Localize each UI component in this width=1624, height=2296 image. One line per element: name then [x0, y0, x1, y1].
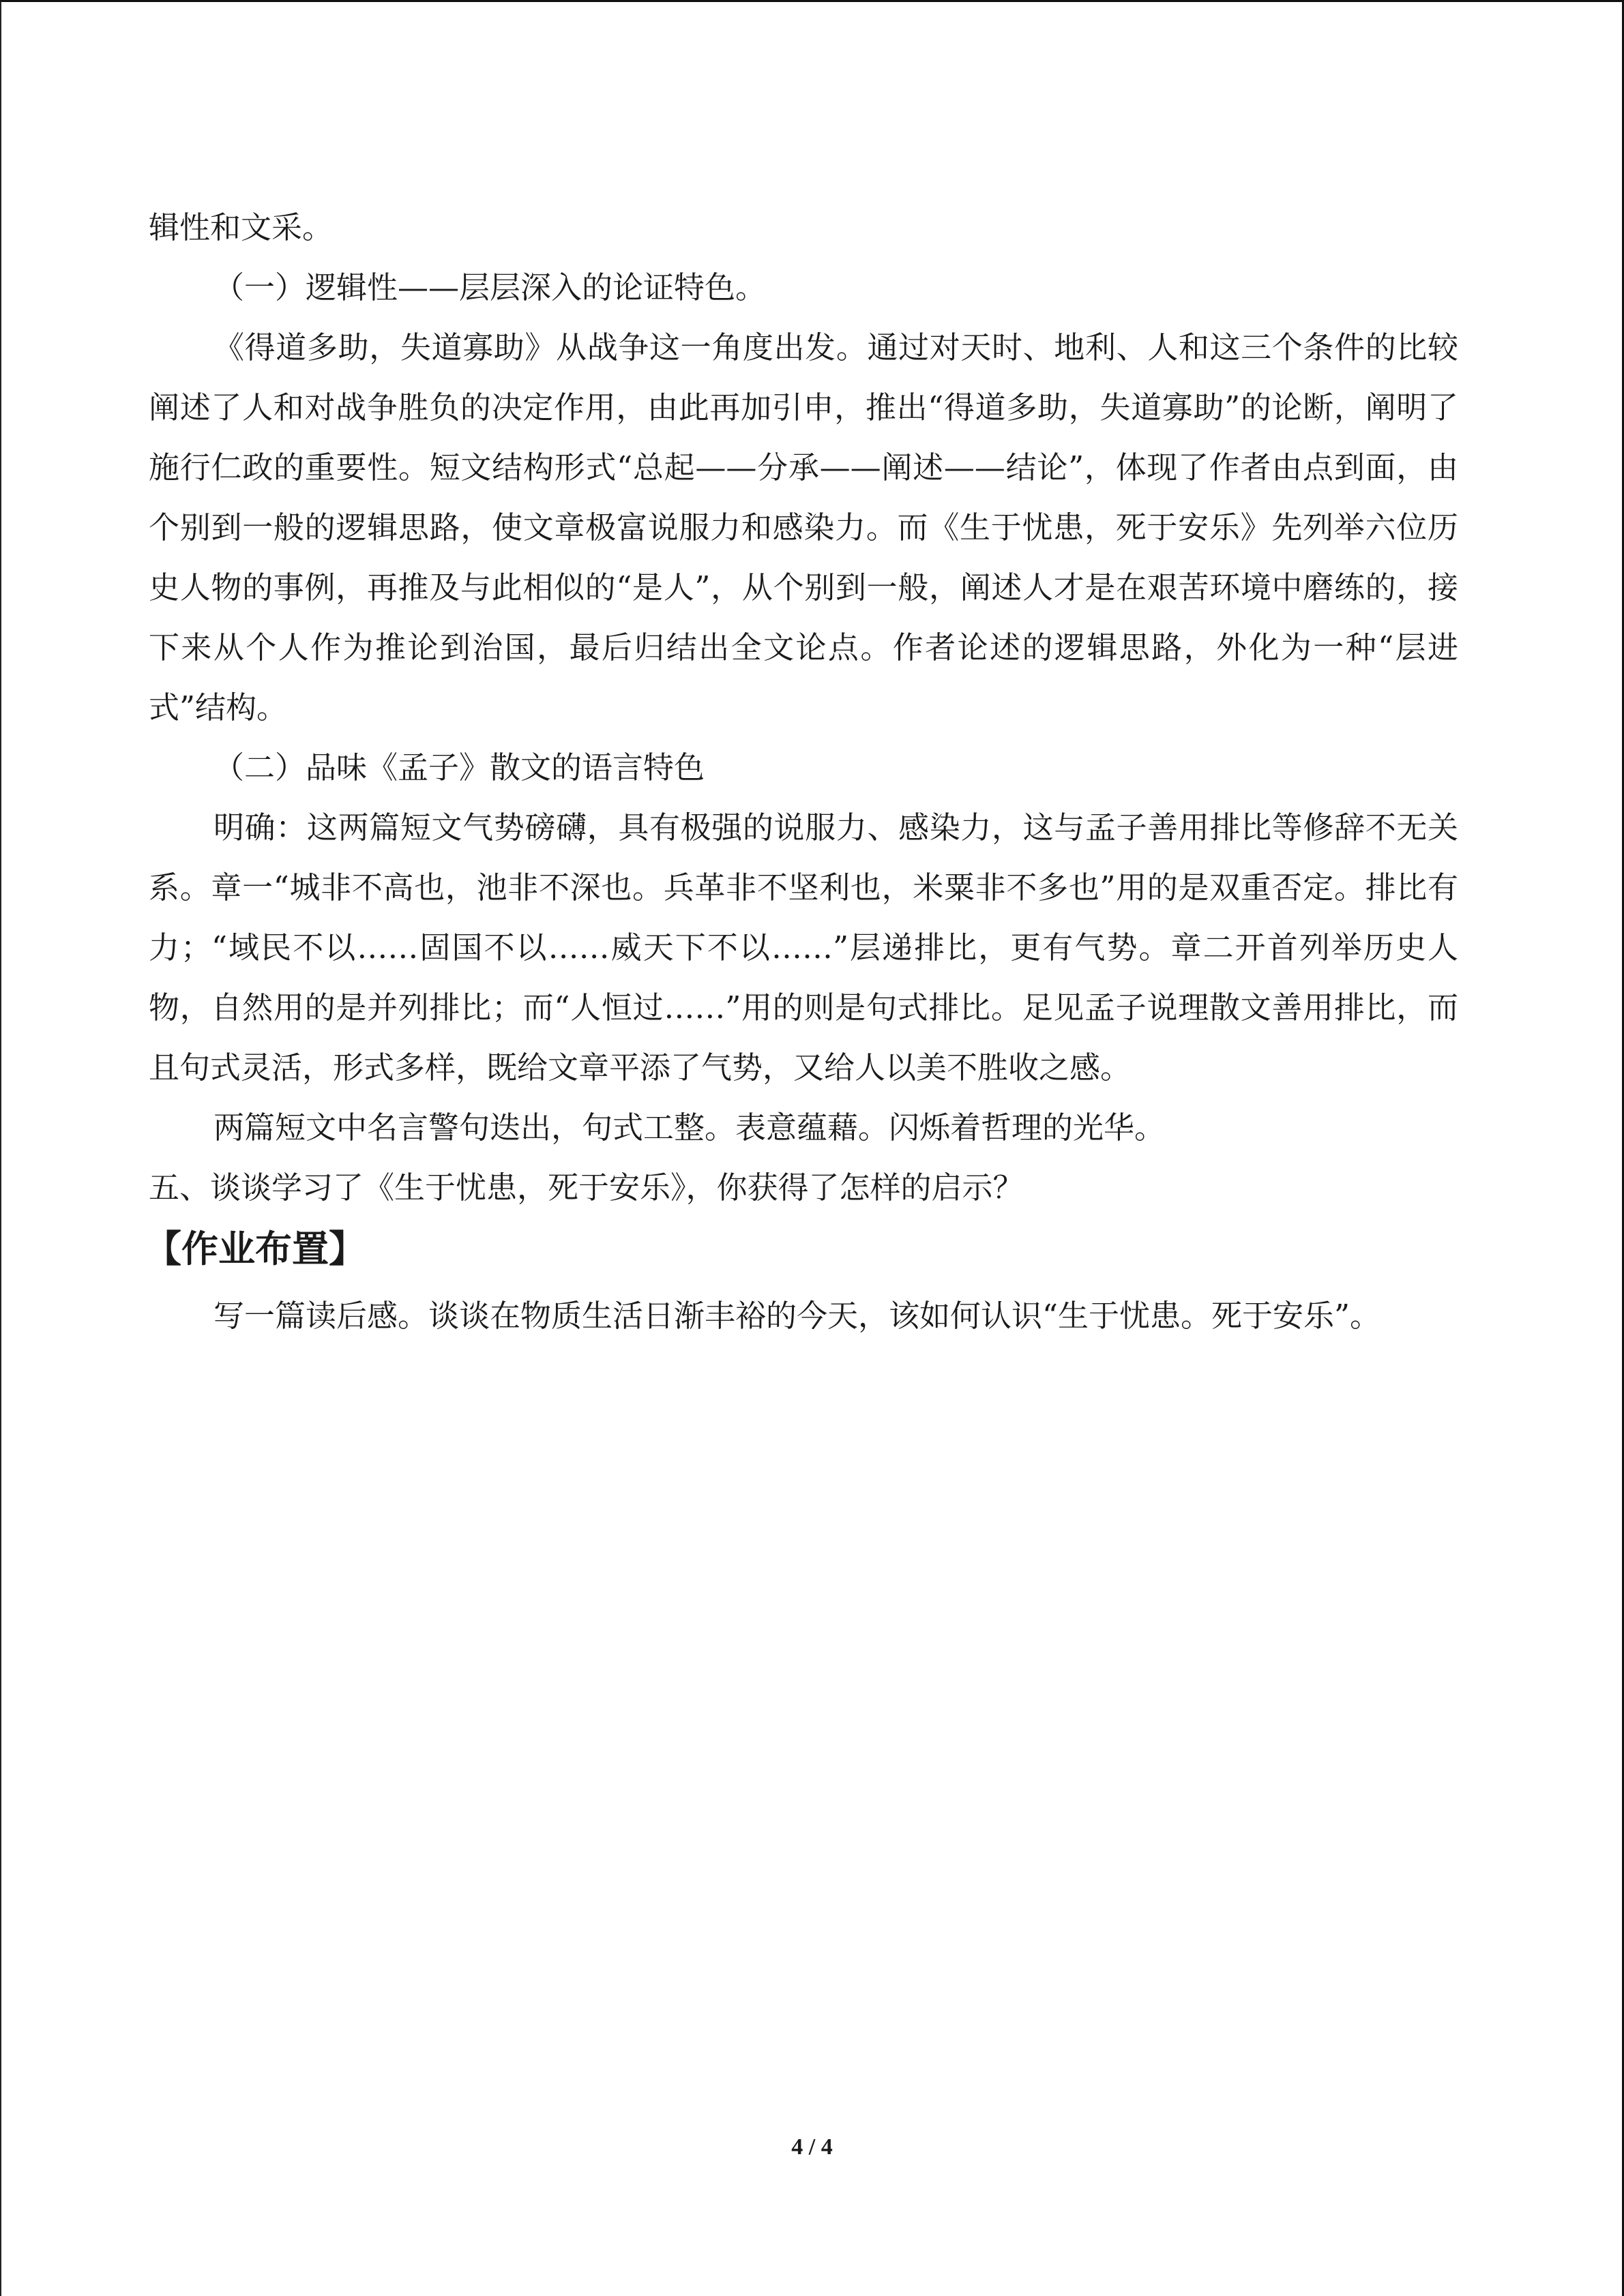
paragraph-quotes: 两篇短文中名言警句迭出，句式工整。表意蕴藉。闪烁着哲理的光华。: [213, 1109, 1166, 1146]
homework-section: [149, 1286, 1458, 1346]
homework-heading: 【作业布置】: [145, 1227, 366, 1270]
question-five: 五、谈谈学习了《生于忧患，死于安乐》，你获得了怎样的启示？: [149, 1169, 1024, 1206]
paragraph-continuation: 辑性和文采。: [149, 209, 334, 245]
paragraph-language-analysis: 明确：这两篇短文气势磅礴，具有极强的说服力、感染力，这与孟子善用排比等修辞不无关系。章一“城非不高也，池非不深也。兵革非不坚利也，米粟非不多也”用的是双重否定。排比有力；“域民不以……固国不以……威天下不以……”层递排比，更有气势。章二开首列举历史人物，自然用的是并列排比；而“人恒过……”用的则是句式排比。足见孟子说理散文善用排比，而且句式灵活，形式多样，既给文章平添了气势，又给人以美不胜收之感。: [149, 809, 1458, 1086]
page-number: 4 / 4: [791, 2134, 833, 2160]
homework-text: 写一篇读后感。谈谈在物质生活日渐丰裕的今天，该如何认识“生于忧患。死于安乐”。: [213, 1298, 1381, 1334]
subheading-language: （二）品味《孟子》散文的语言特色: [213, 749, 705, 786]
paragraph-logic-analysis: 《得道多助，失道寡助》从战争这一角度出发。通过对天时、地利、人和这三个条件的比较阐述了人和对战争胜负的决定作用，由此再加引申，推出“得道多助，失道寡助”的论断，阐明了施行仁政的重要性。短文结构形式“总起——分承——阐述——结论”，体现了作者由点到面，由个别到一般的逻辑思路，使文章极富说服力和感染力。而《生于忧患，死于安乐》先列举六位历史人物的事例，再推及与此相似的“是人”，从个别到一般，阐述人才是在艰苦环境中磨练的，接下来从个人作为推论到治国，最后归结出全文论点。作者论述的逻辑思路，外化为一种“层进式”结构。: [149, 329, 1458, 726]
document-body: [145, 198, 1458, 1346]
subheading-logic: （一）逻辑性——层层深入的论证特色。: [213, 269, 767, 305]
